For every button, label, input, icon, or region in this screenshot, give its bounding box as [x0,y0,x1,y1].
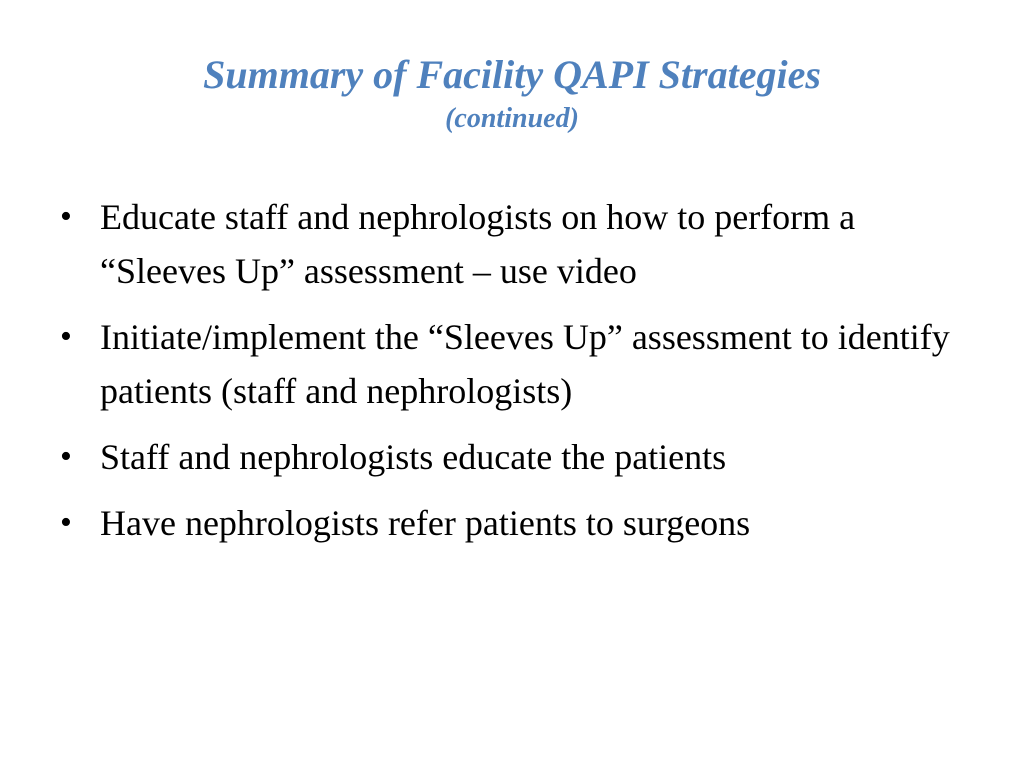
bullet-item [56,190,956,298]
bullet-icon: • [60,318,72,355]
bullet-item [56,496,956,550]
bullet-text: Initiate/implement the “Sleeves Up” assessment to identify patients (staff and nephrologists) [100,317,950,411]
bullet-icon: • [60,438,72,475]
bullet-item [56,430,956,484]
slide-title: Summary of Facility QAPI Strategies [203,52,821,97]
title-block [0,50,1024,136]
bullet-icon: • [60,198,72,235]
bullet-list [56,190,956,562]
slide-subtitle: (continued) [445,103,579,134]
bullet-icon: • [60,504,72,541]
bullet-text: Educate staff and nephrologists on how to perform a “Sleeves Up” assessment – use video [100,197,856,291]
bullet-text: Staff and nephrologists educate the patients [100,437,727,477]
bullet-text: Have nephrologists refer patients to surgeons [100,503,751,543]
bullet-item [56,310,956,418]
